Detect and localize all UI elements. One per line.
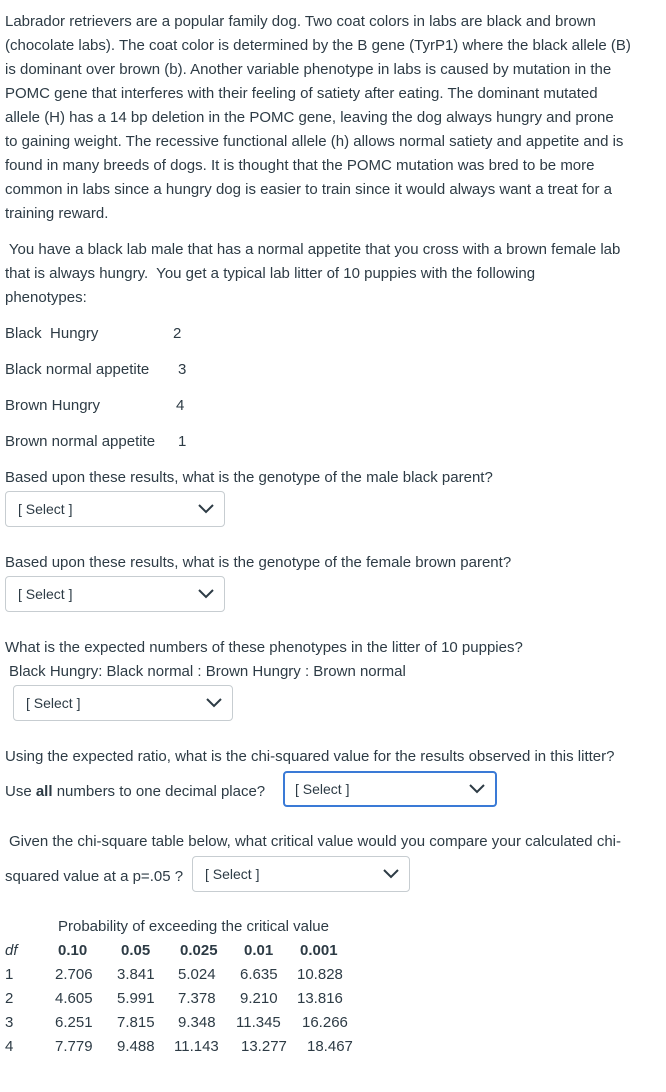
table-cell: 10.828 (297, 966, 343, 983)
select-value: [ Select ] (295, 781, 350, 797)
select-value: [ Select ] (18, 586, 73, 602)
table-df-header: df (5, 942, 18, 959)
phenotype-label: Black Hungry (5, 325, 99, 342)
instruction-prefix: Use (5, 783, 36, 800)
table-header: 0.001 (300, 942, 338, 959)
chevron-down-icon (198, 589, 214, 599)
chevron-down-icon (469, 784, 485, 794)
table-cell: 9.348 (178, 1014, 216, 1031)
table-cell: 3.841 (117, 966, 155, 983)
table-cell: 2.706 (55, 966, 93, 983)
table-cell: 16.266 (302, 1014, 348, 1031)
table-header: 0.025 (180, 942, 218, 959)
table-header: 0.10 (58, 942, 88, 959)
phenotype-count: 3 (178, 361, 187, 378)
table-cell: 11.143 (174, 1038, 219, 1055)
table-df: 4 (5, 1038, 14, 1055)
table-cell: 6.251 (55, 1014, 93, 1031)
table-df: 3 (5, 1014, 14, 1031)
table-cell: 6.635 (240, 966, 278, 983)
phenotype-count: 4 (176, 397, 185, 414)
phenotype-label: Brown Hungry (5, 397, 101, 414)
chevron-down-icon (198, 504, 214, 514)
phenotype-count: 1 (178, 433, 187, 450)
table-header: 0.05 (121, 942, 151, 959)
table-cell: 7.815 (117, 1014, 155, 1031)
question-decimal-instruction (5, 783, 265, 800)
question-critical-value: Given the chi-square table below, what critical value would you compare your calculated chi- (9, 833, 621, 850)
expected-numbers-select[interactable] (13, 685, 233, 721)
instruction-suffix: numbers to one decimal place? (52, 783, 266, 800)
table-caption: Probability of exceeding the critical value (58, 918, 329, 935)
intro-line: allele (H) has a 14 bp deletion in the POMC gene, leaving the dog always hungry and prone (5, 109, 614, 126)
female-genotype-select[interactable] (5, 576, 225, 612)
select-value: [ Select ] (205, 866, 260, 882)
cross-line: You have a black lab male that has a normal appetite that you cross with a brown female lab (5, 241, 621, 258)
question-expected-numbers: What is the expected numbers of these phenotypes in the litter of 10 puppies? (5, 639, 523, 656)
question-chi-squared: Using the expected ratio, what is the chi-squared value for the results observed in this litter? (5, 748, 615, 765)
table-df: 1 (5, 966, 14, 983)
table-cell: 7.779 (55, 1038, 93, 1055)
intro-paragraph (5, 10, 661, 226)
table-cell: 5.991 (117, 990, 155, 1007)
question-expected-ratio-order: Black Hungry: Black normal : Brown Hungry : Brown normal (9, 663, 406, 680)
cross-paragraph (5, 238, 661, 310)
phenotype-label: Black normal appetite (5, 361, 150, 378)
table-cell: 4.605 (55, 990, 93, 1007)
table-cell: 11.345 (236, 1014, 281, 1031)
intro-line: Labrador retrievers are a popular family dog. Two coat colors in labs are black and brown (5, 13, 596, 30)
intro-line: to gaining weight. The recessive functional allele (h) allows normal satiety and appetite and is (5, 133, 624, 150)
male-genotype-select[interactable] (5, 491, 225, 527)
question-male-genotype: Based upon these results, what is the genotype of the male black parent? (5, 469, 493, 486)
table-cell: 18.467 (307, 1038, 353, 1055)
chevron-down-icon (206, 698, 222, 708)
intro-line: POMC gene that interferes with their feeling of satiety after eating. The dominant mutated (5, 85, 598, 102)
cross-line: phenotypes: (5, 289, 87, 306)
table-cell: 5.024 (178, 966, 216, 983)
chevron-down-icon (383, 869, 399, 879)
table-cell: 9.210 (240, 990, 278, 1007)
table-cell: 13.277 (241, 1038, 287, 1055)
intro-line: found in many breeds of dogs. It is thought that the POMC mutation was bred to be more (5, 157, 595, 174)
cross-line: that is always hungry. You get a typical lab litter of 10 puppies with the following (5, 265, 536, 282)
select-value: [ Select ] (18, 501, 73, 517)
phenotype-count: 2 (173, 325, 182, 342)
table-cell: 9.488 (117, 1038, 155, 1055)
chi-squared-select[interactable] (283, 771, 497, 807)
table-cell: 13.816 (297, 990, 343, 1007)
instruction-emphasis: all (35, 783, 53, 800)
intro-line: is dominant over brown (b). Another variable phenotype in labs is caused by mutation in the (5, 61, 612, 78)
table-header: 0.01 (244, 942, 274, 959)
intro-line: common in labs since a hungry dog is easier to train since it would always want a treat for a (5, 181, 612, 198)
question-female-genotype: Based upon these results, what is the genotype of the female brown parent? (5, 554, 512, 571)
table-cell: 7.378 (178, 990, 216, 1007)
table-df: 2 (5, 990, 14, 1007)
critical-value-select[interactable] (192, 856, 410, 892)
intro-line: training reward. (5, 205, 109, 222)
select-value: [ Select ] (26, 695, 81, 711)
question-critical-value-cont: squared value at a p=.05 ? (5, 868, 184, 885)
intro-line: (chocolate labs). The coat color is determined by the B gene (TyrP1) where the black allele (B) (5, 37, 631, 54)
phenotype-label: Brown normal appetite (5, 433, 156, 450)
